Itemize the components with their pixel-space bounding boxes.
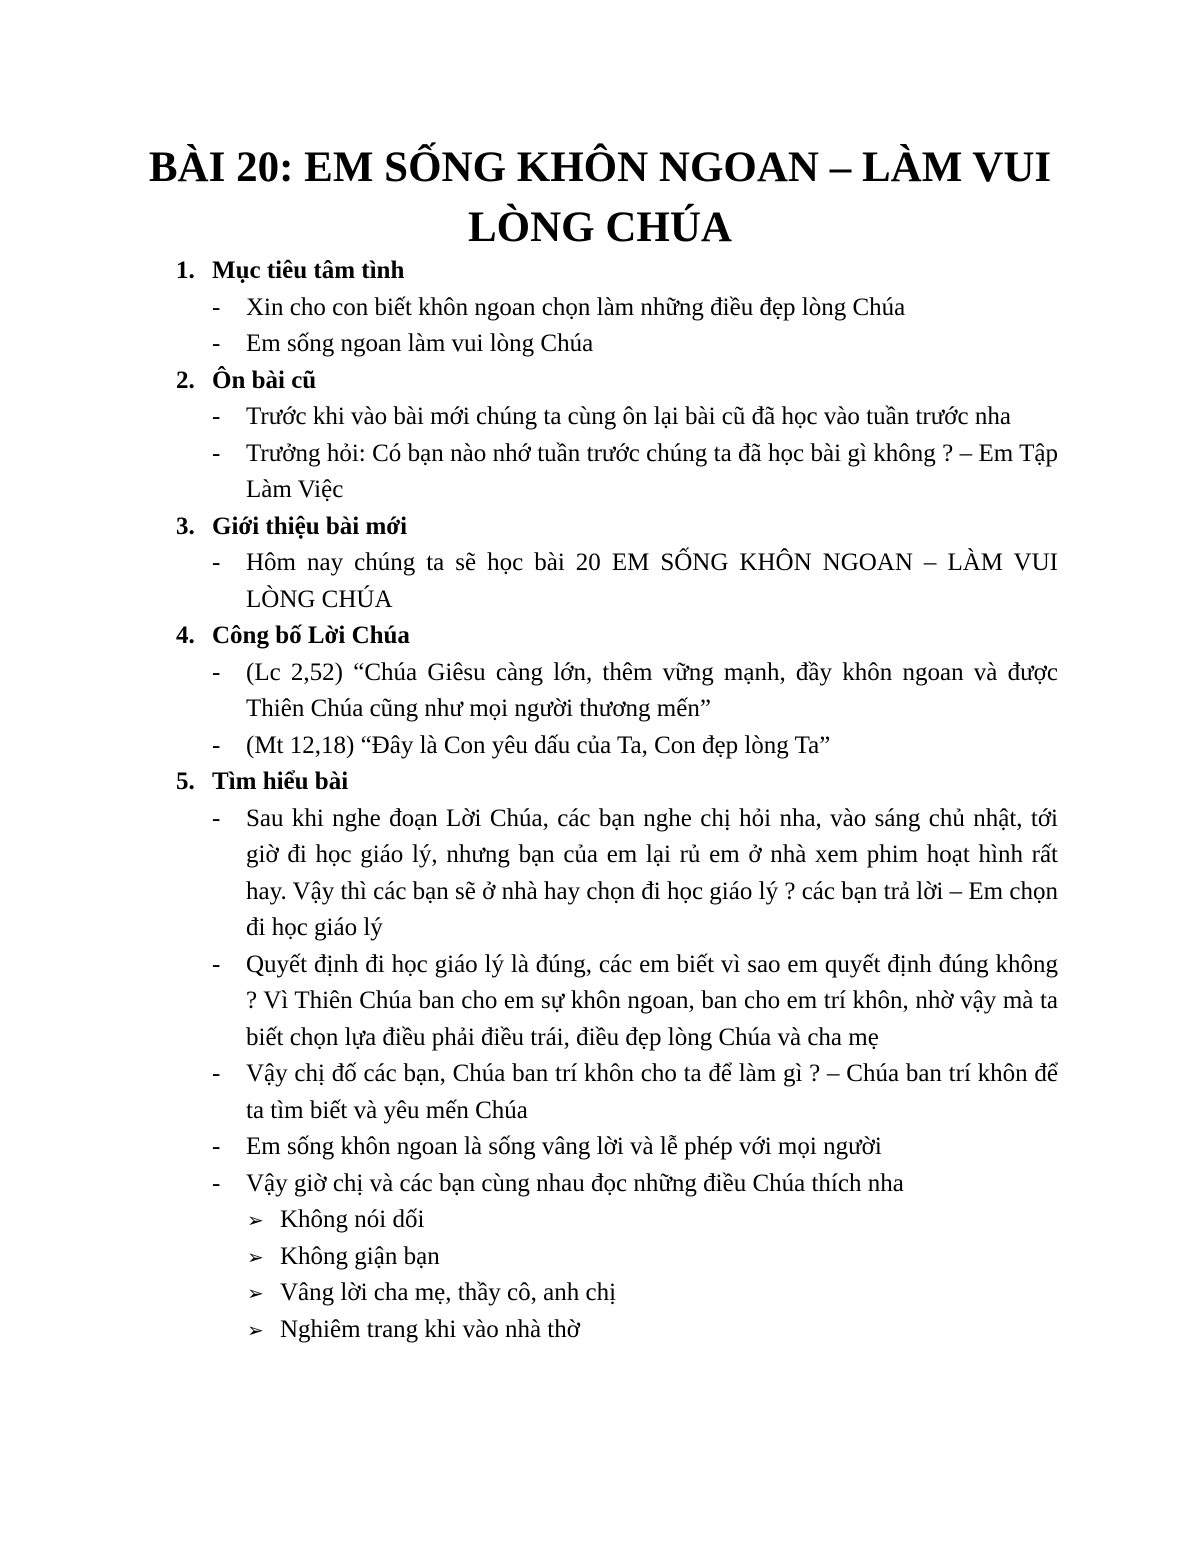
list-item [0, 436, 1200, 509]
sub-list-item [0, 1202, 1200, 1239]
list-item-text: Hôm nay chúng ta sẽ học bài 20 EM SỐNG KHÔN NGOAN – LÀM VUI LÒNG CHÚA [246, 549, 1058, 613]
list-item [0, 1166, 1200, 1203]
document-body [0, 253, 1200, 1348]
section-heading [0, 764, 1200, 801]
list-item-text: (Lc 2,52) “Chúa Giêsu càng lớn, thêm vững mạnh, đầy khôn ngoan và được Thiên Chúa cũng như mọi người thương mến” [246, 658, 1058, 722]
section-heading [0, 363, 1200, 400]
sub-list-item-text: Vâng lời cha mẹ, thầy cô, anh chị [280, 1279, 617, 1306]
sub-list-item [0, 1275, 1200, 1312]
list-item-text: (Mt 12,18) “Đây là Con yêu dấu của Ta, Con đẹp lòng Ta” [246, 731, 831, 759]
sub-list-item [0, 1312, 1200, 1349]
list-item-text: Xin cho con biết khôn ngoan chọn làm những điều đẹp lòng Chúa [246, 293, 906, 321]
section-heading [0, 618, 1200, 655]
section-heading [0, 509, 1200, 546]
list-item [0, 801, 1200, 947]
document-title [140, 138, 1060, 258]
section-title: Mục tiêu tâm tình [212, 257, 405, 284]
dash-bullet: - [212, 293, 221, 321]
dash-bullet: - [212, 731, 221, 759]
section-number: 4. [176, 622, 195, 649]
list-item [0, 290, 1200, 327]
list-item [0, 947, 1200, 1057]
list-item-text: Em sống ngoan làm vui lòng Chúa [246, 330, 594, 357]
section-title: Tìm hiểu bài [212, 768, 349, 795]
dash-bullet: - [212, 439, 221, 467]
dash-bullet: - [212, 1133, 221, 1160]
section-heading [0, 253, 1200, 290]
list-item-text: Vậy giờ chị và các bạn cùng nhau đọc những điều Chúa thích nha [246, 1169, 904, 1197]
section-title: Giới thiệu bài mới [212, 512, 408, 540]
title-line-2: LÒNG CHÚA [468, 204, 732, 251]
arrow-bullet-icon: ➢ [247, 1281, 264, 1305]
section-number: 2. [176, 366, 195, 394]
list-item-text: Sau khi nghe đoạn Lời Chúa, các bạn nghe chị hỏi nha, vào sáng chủ nhật, tới giờ đi học giáo lý, nhưng bạn của em lại rủ em ở nhà xem phim hoạt hình rất hay. Vậy thì các bạn sẽ ở nhà hay chọn đi học giáo lý ? các bạn trả lời – Em chọn đi học giáo lý [246, 804, 1058, 941]
section-number: 3. [176, 512, 195, 540]
list-item-text: Trưởng hỏi: Có bạn nào nhớ tuần trước chúng ta đã học bài gì không ? – Em Tập Làm Việc [246, 439, 1058, 503]
sub-list-item-text: Không giận bạn [280, 1242, 440, 1270]
dash-bullet: - [212, 658, 221, 686]
list-item [0, 1056, 1200, 1129]
dash-bullet: - [212, 1169, 221, 1197]
list-item-text: Em sống khôn ngoan là sống vâng lời và lễ phép với mọi người [246, 1133, 882, 1160]
section-number: 1. [176, 257, 195, 284]
arrow-bullet-icon: ➢ [247, 1317, 264, 1342]
list-item-text: Trước khi vào bài mới chúng ta cùng ôn lại bài cũ đã học vào tuần trước nha [246, 403, 1011, 430]
list-item [0, 1129, 1200, 1166]
title-line-1: BÀI 20: EM SỐNG KHÔN NGOAN – LÀM VUI [148, 144, 1052, 191]
dash-bullet: - [212, 804, 221, 832]
list-item [0, 655, 1200, 728]
list-item-text: Quyết định đi học giáo lý là đúng, các em biết vì sao em quyết định đúng không ? Vì Thiên Chúa ban cho em sự khôn ngoan, ban cho em trí khôn, nhờ vậy mà ta biết chọn lựa điều phải điều trái, điều đẹp lòng Chúa và cha mẹ [246, 950, 1058, 1051]
arrow-bullet-icon: ➢ [247, 1208, 264, 1232]
sub-list-item [0, 1239, 1200, 1276]
section-title: Công bố Lời Chúa [212, 622, 410, 649]
list-item [0, 545, 1200, 618]
sub-list-item-text: Nghiêm trang khi vào nhà thờ [280, 1315, 580, 1343]
arrow-bullet-icon: ➢ [247, 1244, 264, 1269]
dash-bullet: - [212, 950, 221, 978]
sub-list-item-text: Không nói dối [280, 1206, 425, 1233]
list-item-text: Vậy chị đố các bạn, Chúa ban trí khôn cho ta để làm gì ? – Chúa ban trí khôn để ta tìm biết và yêu mến Chúa [246, 1060, 1058, 1124]
section-number: 5. [176, 768, 195, 795]
section-title: Ôn bài cũ [212, 366, 317, 394]
list-item [0, 326, 1200, 363]
list-item [0, 399, 1200, 436]
dash-bullet: - [212, 330, 221, 357]
dash-bullet: - [212, 549, 221, 576]
list-item [0, 728, 1200, 765]
dash-bullet: - [212, 403, 221, 430]
dash-bullet: - [212, 1060, 221, 1087]
